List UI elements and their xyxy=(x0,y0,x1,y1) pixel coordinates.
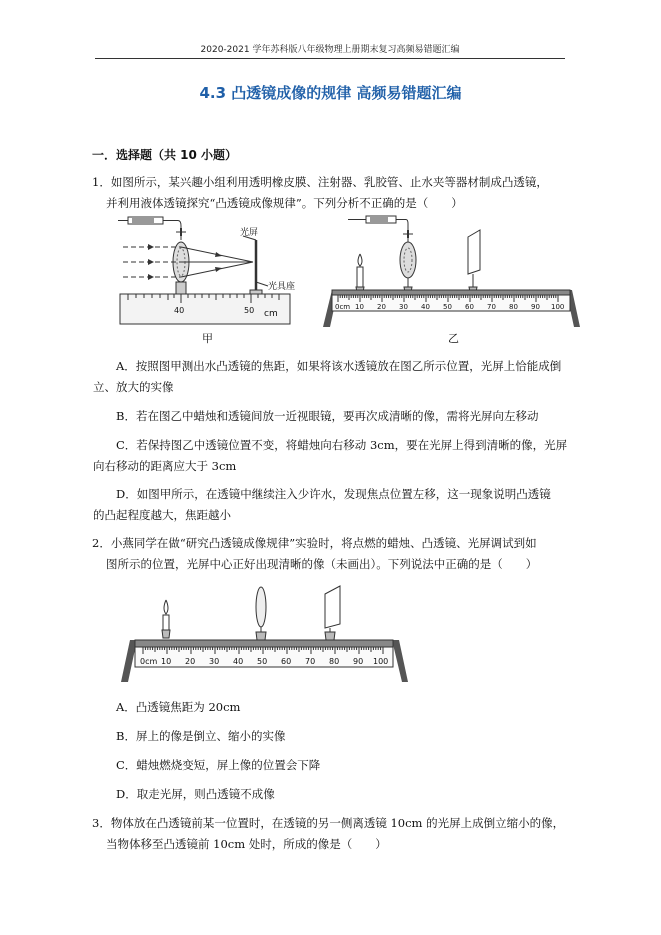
tick-label: 0cm xyxy=(140,657,158,666)
tick-label: 60 xyxy=(281,657,292,666)
question-stem-line: 物体放在凸透镜前某一位置时，在透镜的另一侧离透镜 10cm 的光屏上成倒立缩小的像， xyxy=(110,816,565,830)
running-header: 2020-2021 学年苏科版八年级物理上册期末复习高频易错题汇编 xyxy=(200,45,460,55)
figure-yi xyxy=(318,212,583,347)
tick-label: 60 xyxy=(465,303,474,311)
unit-label: cm xyxy=(264,309,278,319)
question-number: 3． xyxy=(92,816,111,830)
question-stem-line: 如图所示，某兴趣小组利用透明橡皮膜、注射器、乳胶管、止水夹等器材制成凸透镜， xyxy=(110,175,548,189)
question-3 xyxy=(92,813,572,855)
tick-label: 30 xyxy=(399,303,408,311)
tick-label: 70 xyxy=(305,657,316,666)
page-title: 4.3 凸透镜成像的规律 高频易错题汇编 xyxy=(199,84,462,102)
option-c: C．蜡烛燃烧变短，屏上像的位置会下降 xyxy=(116,758,321,772)
question-stem-line: 当物体移至凸透镜前 10cm 处时，所成的像是（ ） xyxy=(106,837,387,851)
tick-label: 80 xyxy=(329,657,340,666)
tick-label: 50 xyxy=(257,657,268,666)
option-a: A．凸透镜焦距为 20cm xyxy=(116,700,241,714)
tick-label: 100 xyxy=(373,657,389,666)
option-c: C．若保持图乙中透镜位置不变，将蜡烛向右移动 3cm，要在光屏上得到清晰的像，光屏 向右移动的距离应大于 3cm xyxy=(93,438,568,473)
screen-label: 光屏 xyxy=(240,228,259,238)
tick-label: 10 xyxy=(355,303,364,311)
question-1 xyxy=(92,172,572,214)
question-2 xyxy=(92,533,572,575)
figure-caption: 甲 xyxy=(202,332,213,345)
tick-label: 70 xyxy=(487,303,496,311)
question-number: 1． xyxy=(92,175,111,189)
tick-label: 40 xyxy=(233,657,244,666)
tick-label: 20 xyxy=(377,303,386,311)
question-stem-line: 图所示的位置，光屏中心正好出现清晰的像（未画出）。下列说法中正确的是（ ） xyxy=(106,557,538,571)
bench-label: 光具座 xyxy=(268,282,296,292)
tick-label: 40 xyxy=(174,306,185,315)
figure-q2 xyxy=(118,582,413,687)
question-number: 2． xyxy=(92,536,111,550)
tick-label: 30 xyxy=(209,657,220,666)
header-divider xyxy=(95,58,565,59)
option-b: B．屏上的像是倒立、缩小的实像 xyxy=(116,729,286,743)
section-heading: 一．选择题（共 10 小题） xyxy=(92,148,238,162)
option-d: D．取走光屏，则凸透镜不成像 xyxy=(116,787,275,801)
figure-caption: 乙 xyxy=(448,332,459,345)
question-stem-line: 并利用液体透镜探究“凸透镜成像规律”。下列分析不正确的是（ ） xyxy=(106,196,463,210)
tick-label: 90 xyxy=(531,303,540,311)
tick-label: 100 xyxy=(551,303,565,311)
tick-label: 90 xyxy=(353,657,364,666)
tick-label: 50 xyxy=(244,306,255,315)
question-stem-line: 小燕同学在做“研究凸透镜成像规律”实验时，将点燃的蜡烛、凸透镜、光屏调试到如 xyxy=(110,536,537,550)
tick-label: 40 xyxy=(421,303,430,311)
tick-label: 50 xyxy=(443,303,452,311)
tick-label: 20 xyxy=(185,657,196,666)
option-b: B．若在图乙中蜡烛和透镜间放一近视眼镜，要再次成清晰的像，需将光屏向左移动 xyxy=(116,409,539,423)
figure-jia xyxy=(118,212,298,347)
option-a: A．按照图甲测出水凸透镜的焦距，如果将该水透镜放在图乙所示位置，光屏上恰能成倒 立、放大的实像 xyxy=(93,359,562,394)
tick-label: 0cm xyxy=(335,303,351,311)
option-d: D．如图甲所示，在透镜中继续注入少许水，发现焦点位置左移，这一现象说明凸透镜 的凸起程度越大，焦距越小 xyxy=(93,487,551,522)
tick-label: 10 xyxy=(161,657,172,666)
tick-label: 80 xyxy=(509,303,518,311)
